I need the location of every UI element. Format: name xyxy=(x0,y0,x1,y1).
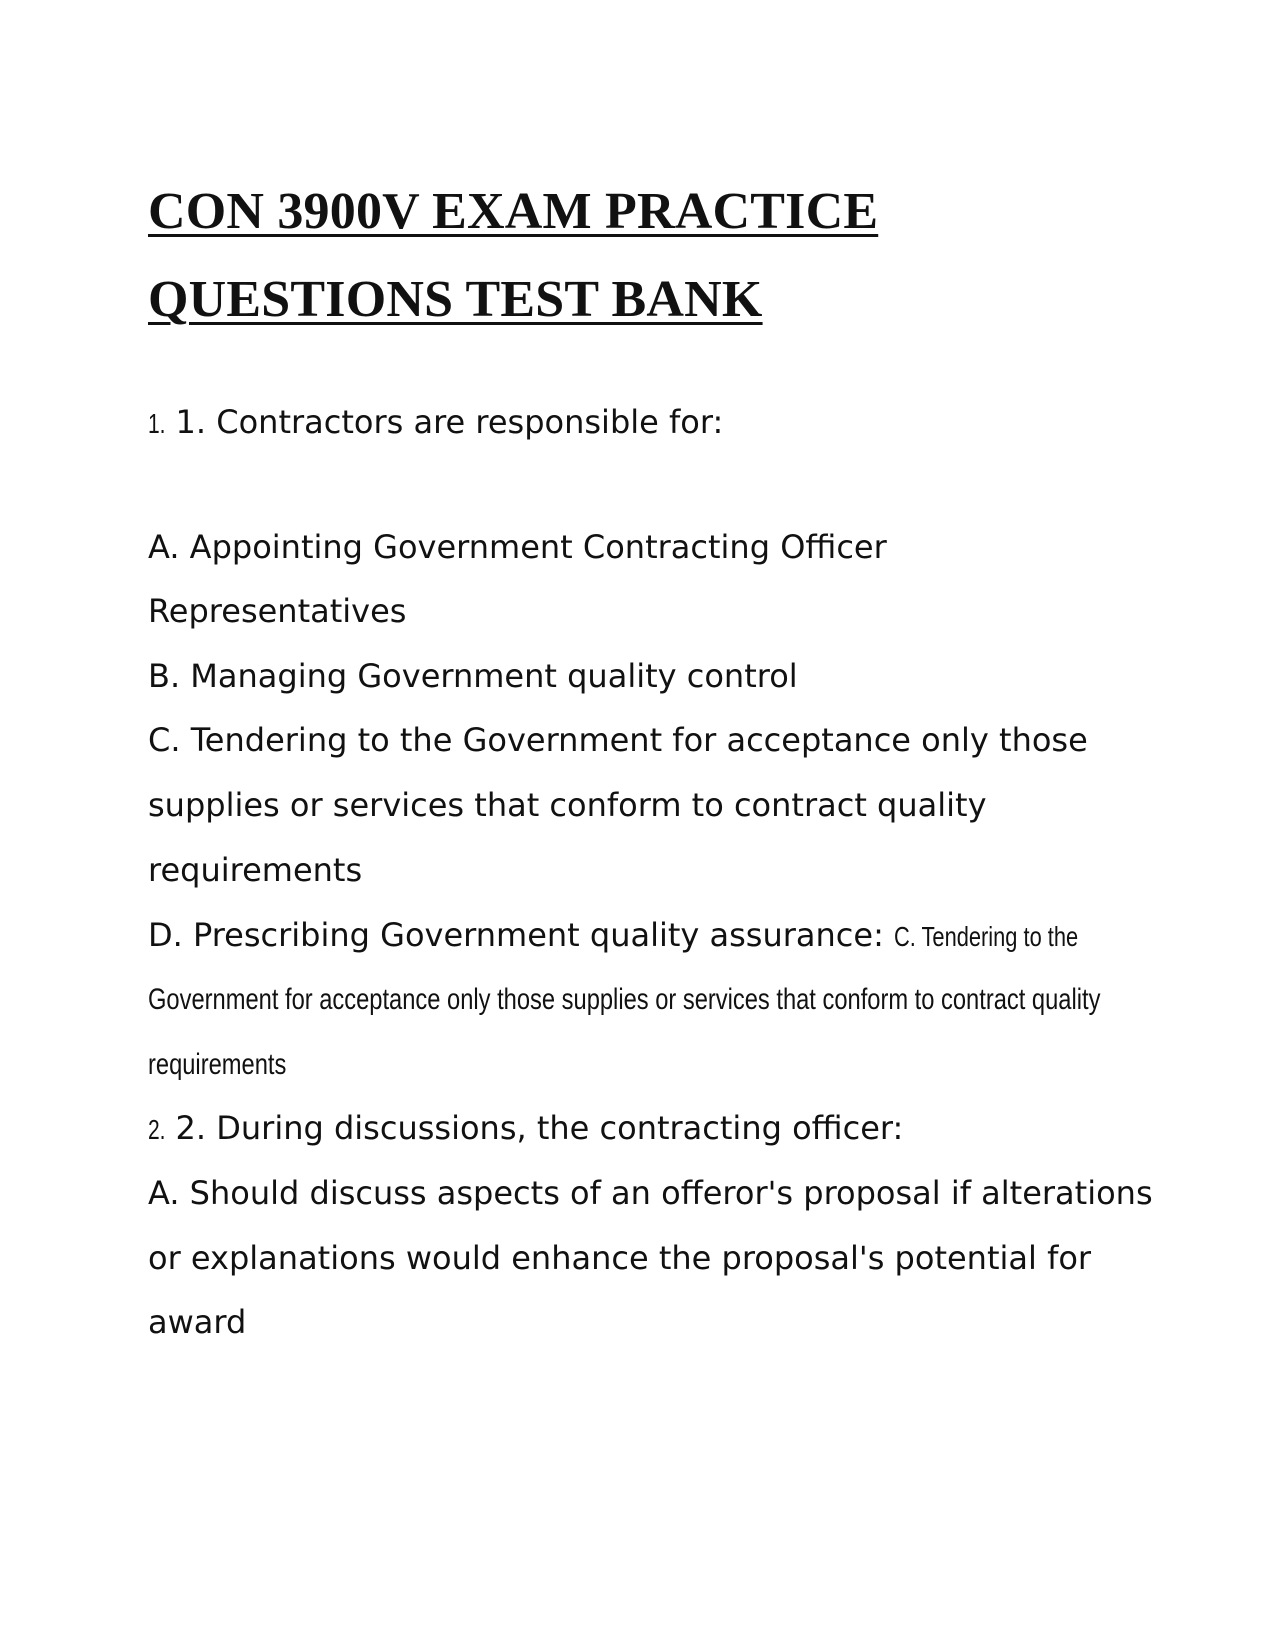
question-1-answer-line-2: requirements xyxy=(148,1048,287,1081)
question-1 xyxy=(148,402,723,444)
question-1-option-d-text: D. Prescribing Government quality assurance: xyxy=(148,916,884,954)
question-1-number: 1. xyxy=(148,408,166,439)
question-1-option-b: B. Managing Government quality control xyxy=(148,657,798,695)
question-2-text: 2. During discussions, the contracting officer: xyxy=(175,1109,904,1147)
question-1-answer-line-1: Government for acceptance only those supplies or services that conform to contract quality xyxy=(148,983,1101,1016)
question-1-option-a-cont: Representatives xyxy=(148,592,407,630)
question-1-option-c-cont: supplies or services that conform to contract quality xyxy=(148,786,987,824)
question-1-answer-inline: C. Tendering to the xyxy=(894,921,1079,952)
question-1-option-c-cont-2: requirements xyxy=(148,851,363,889)
question-1-option-c: C. Tendering to the Government for acceptance only those xyxy=(148,721,1088,759)
title-line-2: QUESTIONS TEST BANK xyxy=(148,271,763,328)
question-2 xyxy=(148,1108,903,1150)
title-line-1: CON 3900V EXAM PRACTICE xyxy=(148,183,879,240)
question-1-text: 1. Contractors are responsible for: xyxy=(175,403,724,441)
document-title xyxy=(148,168,1148,344)
question-2-number: 2. xyxy=(148,1114,166,1145)
question-2-option-a: A. Should discuss aspects of an offeror's proposal if alterations xyxy=(148,1174,1153,1212)
question-1-option-a: A. Appointing Government Contracting Officer xyxy=(148,528,887,566)
question-1-option-d xyxy=(148,915,1130,957)
question-2-option-a-cont-2: award xyxy=(148,1303,247,1341)
question-2-option-a-cont: or explanations would enhance the proposal's potential for xyxy=(148,1239,1092,1277)
